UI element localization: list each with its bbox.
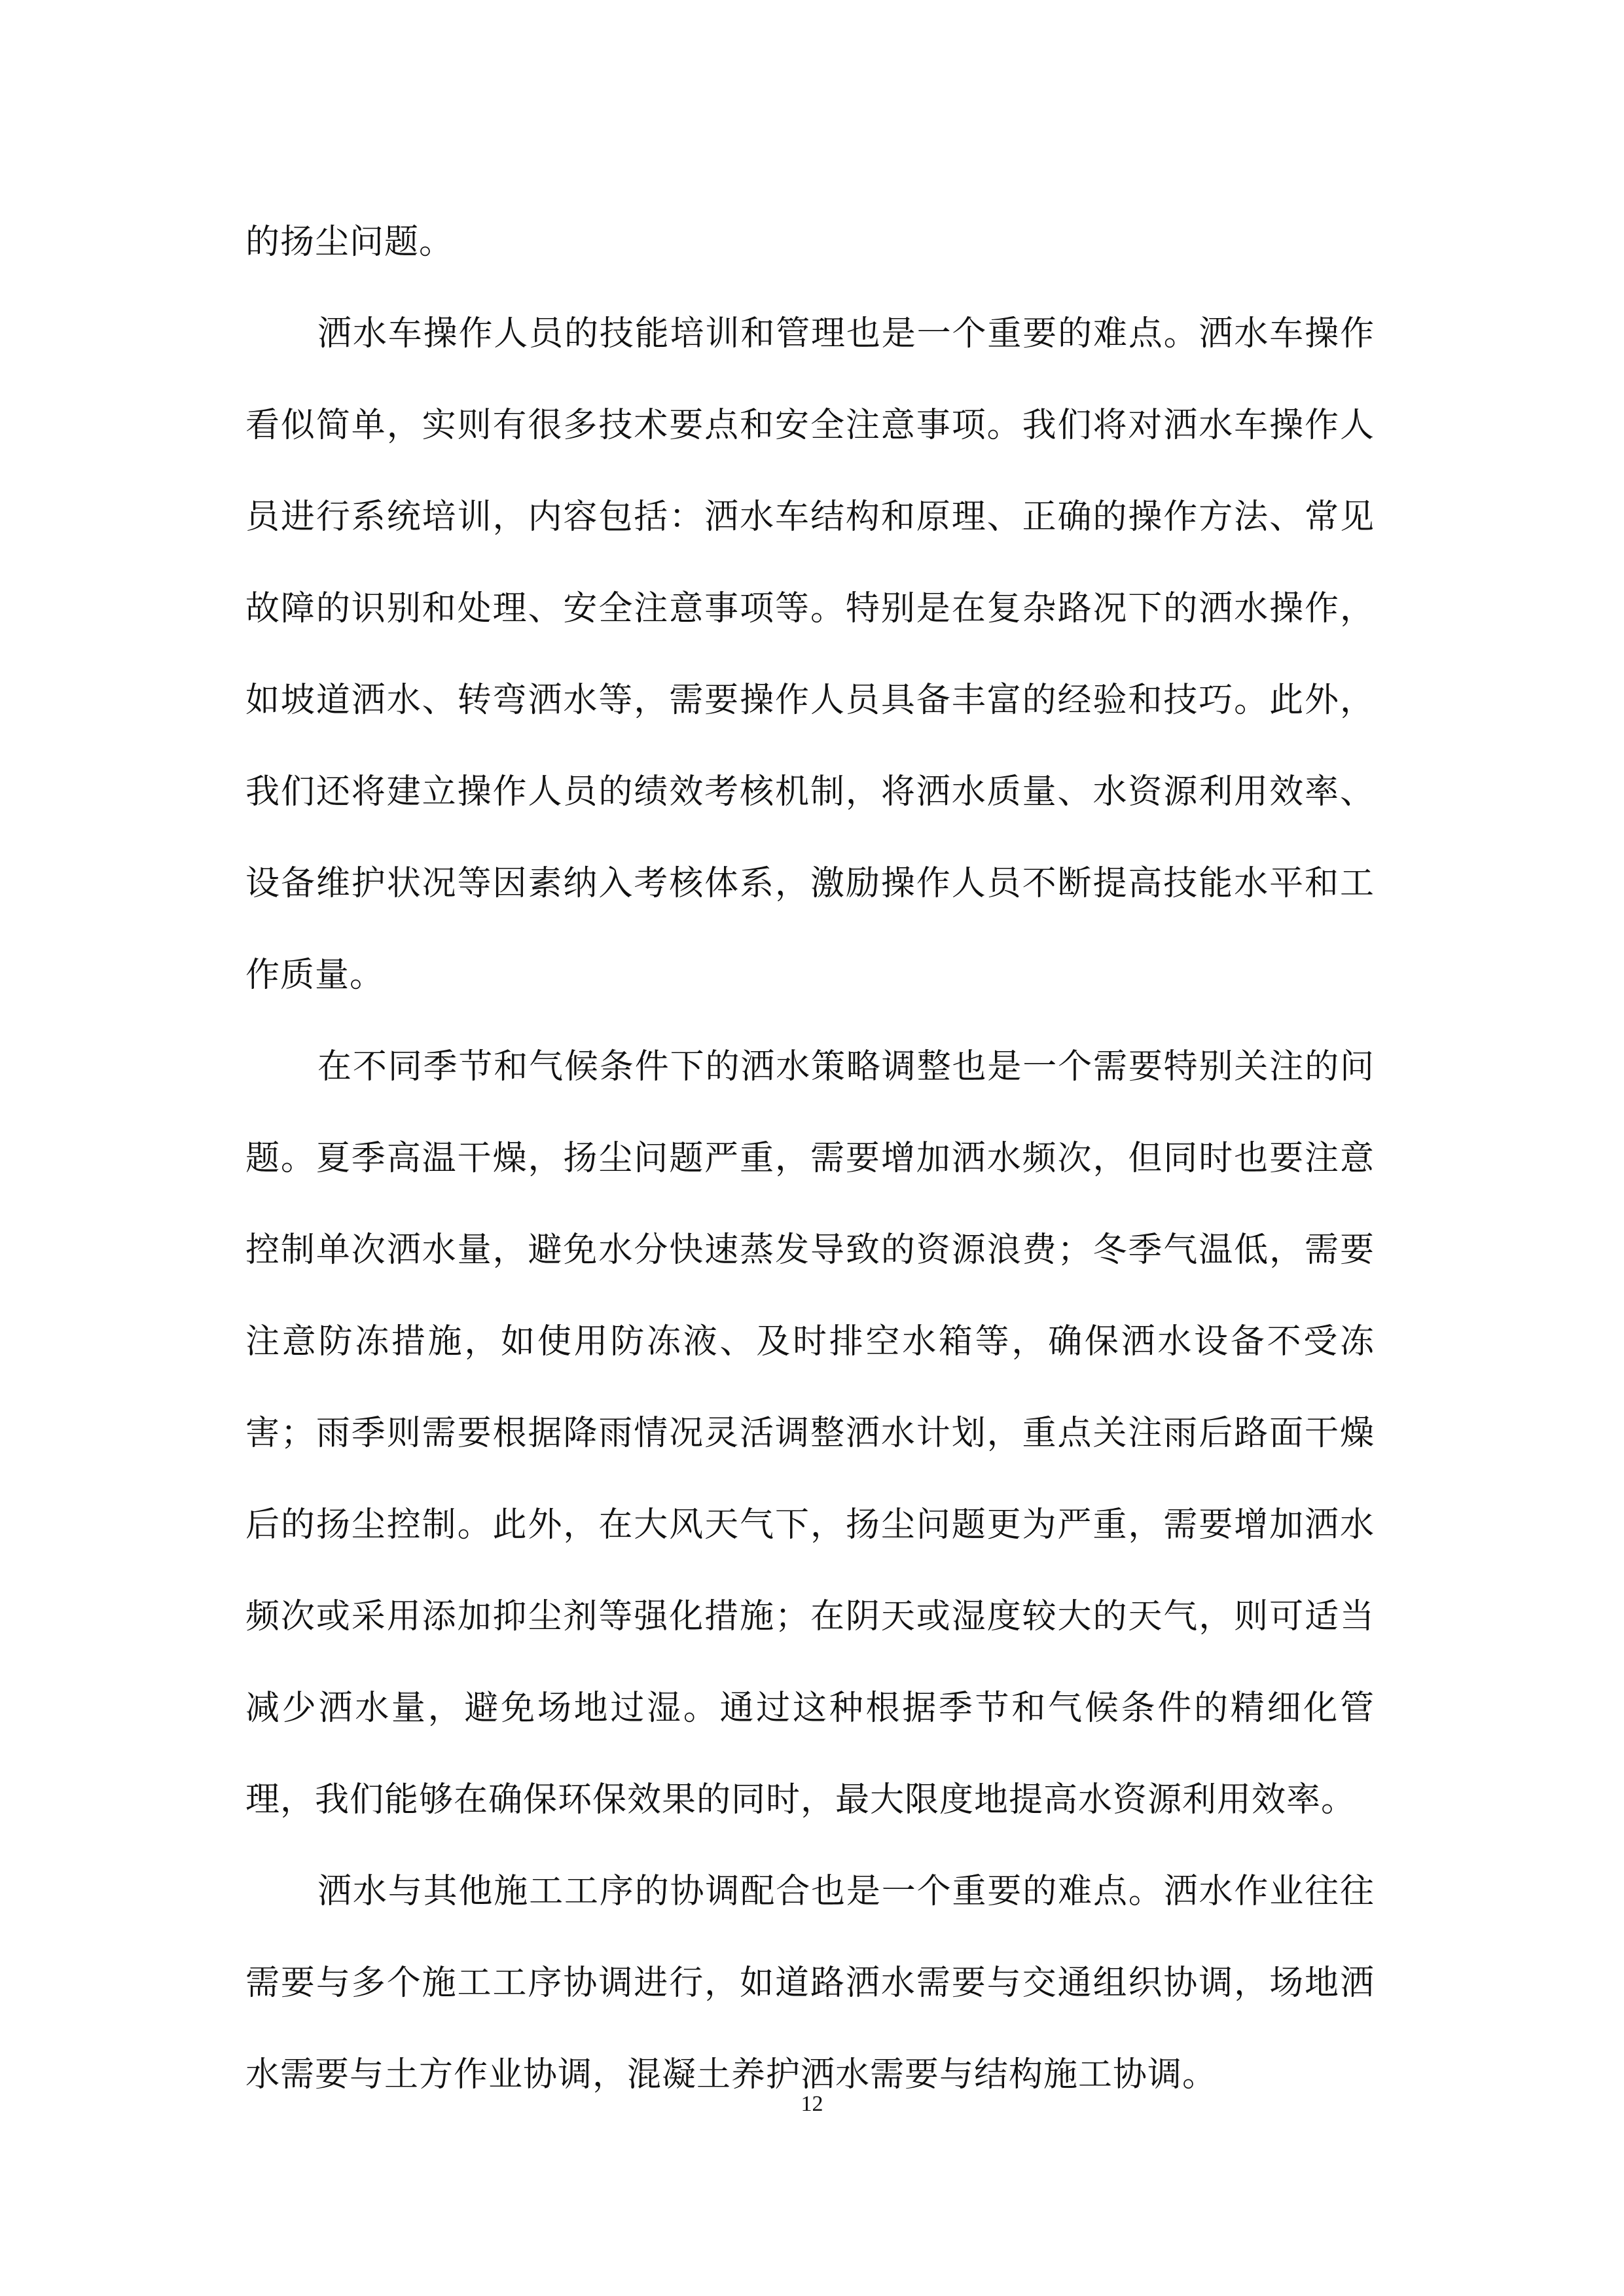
paragraph-seasonal-strategy: 在不同季节和气候条件下的洒水策略调整也是一个需要特别关注的问题。夏季高温干燥，扬尘问题严重，需要增加洒水频次，但同时也要注意控制单次洒水量，避免水分快速蒸发导致的资源浪费；冬季气温低，需要注意防冻措施，如使用防冻液、及时排空水箱等，确保洒水设备不受冻害；雨季则需要根据降雨情况灵活调整洒水计划，重点关注雨后路面干燥后的扬尘控制。此外，在大风天气下，扬尘问题更为严重，需要增加洒水频次或采用添加抑尘剂等强化措施；在阴天或湿度较大的天气，则可适当减少洒水量，避免场地过湿。通过这种根据季节和气候条件的精细化管理，我们能够在确保环保效果的同时，最大限度地提高水资源利用效率。 — [245, 1047, 1375, 1820]
paragraph-process-coordination: 洒水与其他施工工序的协调配合也是一个重要的难点。洒水作业往往需要与多个施工工序协调进行，如道路洒水需要与交通组织协调，场地洒水需要与土方作业协调，混凝土养护洒水需要与结构施工协调。 — [245, 1872, 1375, 2094]
page-number: 12 — [801, 2092, 823, 2116]
paragraph-operator-training: 洒水车操作人员的技能培训和管理也是一个重要的难点。洒水车操作看似简单，实则有很多技术要点和安全注意事项。我们将对洒水车操作人员进行系统培训，内容包括：洒水车结构和原理、正确的操作方法、常见故障的识别和处理、安全注意事项等。特别是在复杂路况下的洒水操作，如坡道洒水、转弯洒水等，需要操作人员具备丰富的经验和技巧。此外，我们还将建立操作人员的绩效考核机制，将洒水质量、水资源利用效率、设备维护状况等因素纳入考核体系，激励操作人员不断提高技能水平和工作质量。 — [245, 314, 1375, 995]
body-text — [245, 196, 1375, 2121]
paragraph-continuation: 的扬尘问题。 — [245, 223, 454, 262]
